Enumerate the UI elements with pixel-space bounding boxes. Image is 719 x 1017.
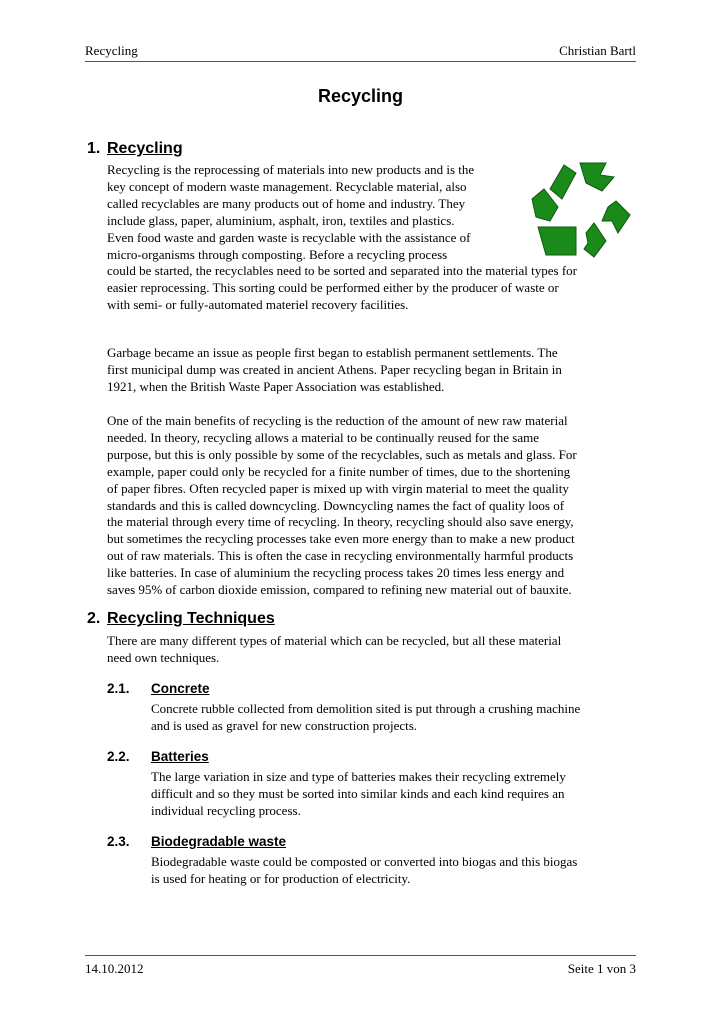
subsection-2-2-paragraph: The large variation in size and type of batteries makes their recycling extremely difficult and so they must be sorted into similar kinds and each kind requires an individual recycling process. [151,769,566,818]
recycle-arrow-bottom [584,223,606,257]
page-header [85,43,636,62]
footer-page-number: Seite 1 von 3 [567,961,636,976]
section-1-title: Recycling [107,140,183,157]
subsection-2-1-number: 2.1. [107,681,130,696]
section-2-paragraph-1: There are many different types of material which can be recycled, but all these material need own techniques. [107,633,562,665]
page-footer [85,955,636,978]
subsection-2-1-heading [107,681,210,696]
document-title: Recycling [317,86,404,106]
subsection-2-2-number: 2.2. [107,749,130,764]
subsection-2-3-paragraph: Biodegradable waste could be composted or converted into biogas and this biogas is used for heating or for production of electricity. [151,854,578,886]
subsection-2-3-title: Biodegradable waste [151,834,287,849]
section-2-heading [87,610,275,628]
section-2-number: 2. [87,610,101,627]
section-1-paragraph-1: Recycling is the reprocessing of materials into new products and is the key concept of modern waste management. Recyclable material, also called recyclables are many products out of home and industry. They include glass, paper, aluminium, asphalt, iron, textiles and plastics. Even food waste and garden waste is recyclable with the assistance of micro-organisms through composting. Before a recycling process could be started, the recyclables need to be sorted and separated into the material types for easier reprocessing. This sorting could be performed either by the producer of waste or with semi- or fully-automated materiel recovery facilities. [107,162,577,313]
recycle-arrow-top-right [580,163,614,191]
section-1-heading [87,140,183,158]
subsection-2-2-heading [107,749,209,764]
header-right: Christian Bartl [559,43,636,58]
section-1-number: 1. [87,140,101,157]
header-left: Recycling [85,43,138,58]
section-1-paragraph-2: Garbage became an issue as people first began to establish permanent settlements. The first municipal dump was created in ancient Athens. Paper recycling began in Britain in 1921, when the British Waste Paper Association was established. [107,345,562,394]
subsection-2-1-title: Concrete [151,681,210,696]
subsection-2-3-number: 2.3. [107,834,130,849]
recycle-arrow-right [602,201,630,233]
subsection-2-3-heading [107,834,286,849]
subsection-2-1-paragraph: Concrete rubble collected from demolition sited is put through a crushing machine and is used as gravel for new construction projects. [151,701,581,733]
section-1-paragraph-3: One of the main benefits of recycling is the reduction of the amount of new raw material needed. In theory, recycling allows a material to be continually reused for the same purpose, but this is only possible by some of the recyclables, such as metals and glass. For example, paper could only be recycled for a finite number of times, due to the shortening of paper fibres. Often recycled paper is mixed up with virgin material to meet the quality standards and this is called downcycling. Downcycling names the fact of quality loos of the material through every time of recycling. In theory, recycling should also save energy, but sometimes the recycling processes take even more energy than to make a new product out of raw materials. This is often the case in recycling environmentally harmful products like batteries. In case of aluminium the recycling process takes 20 times less energy and saves 95% of carbon dioxide emission, compared to refining new material out of bauxite. [107,413,577,598]
section-2-title: Recycling Techniques [107,610,275,627]
subsection-2-2-title: Batteries [151,749,209,764]
footer-date: 14.10.2012 [85,961,144,976]
